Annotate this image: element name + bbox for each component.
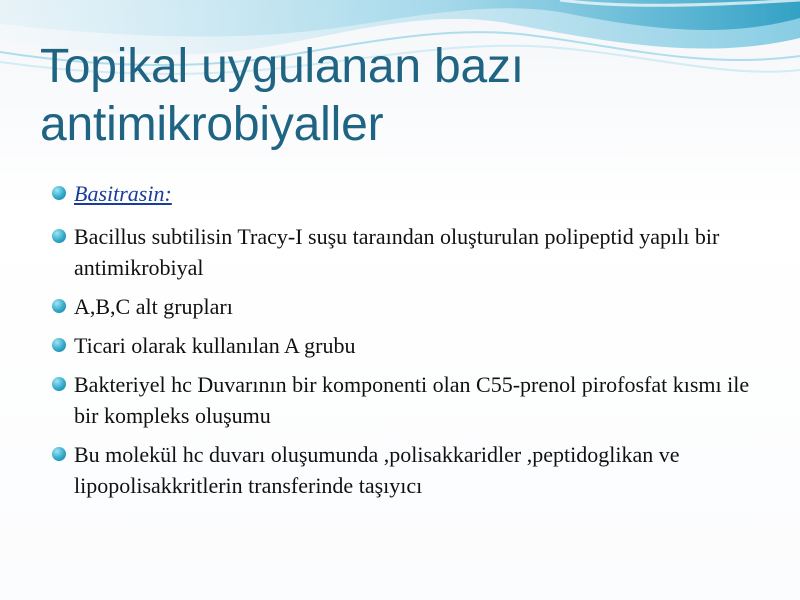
bullet-item [52,330,772,361]
bullet-list [52,178,772,509]
bullet-text: Bu molekül hc duvarı oluşumunda ,polisakkaridler ,peptidoglikan ve lipopolisakkritlerin transferinde taşıyıcı [74,442,680,498]
bullet-dot-icon [52,338,66,352]
bullet-heading-link[interactable]: Basitrasin: [74,181,172,206]
bullet-text: A,B,C alt grupları [74,294,233,319]
bullet-text: Bacillus subtilisin Tracy-I suşu taraından oluşturulan polipeptid yapılı bir antimikrobiyal [74,224,720,280]
bullet-item [52,369,772,431]
bullet-dot-icon [52,229,66,243]
bullet-dot-icon [52,186,66,200]
slide-title: Topikal uygulanan bazı antimikrobiyaller [40,40,524,151]
bullet-text: Ticari olarak kullanılan A grubu [74,333,356,358]
bullet-dot-icon [52,447,66,461]
bullet-dot-icon [52,377,66,391]
bullet-item-basitrasin [52,178,772,209]
bullet-text: Bakteriyel hc Duvarının bir komponenti olan C55-prenol pirofosfat kısmı ile bir kompleks oluşumu [74,372,750,428]
bullet-dot-icon [52,299,66,313]
bullet-item [52,221,772,283]
bullet-item [52,291,772,322]
bullet-item [52,439,772,501]
